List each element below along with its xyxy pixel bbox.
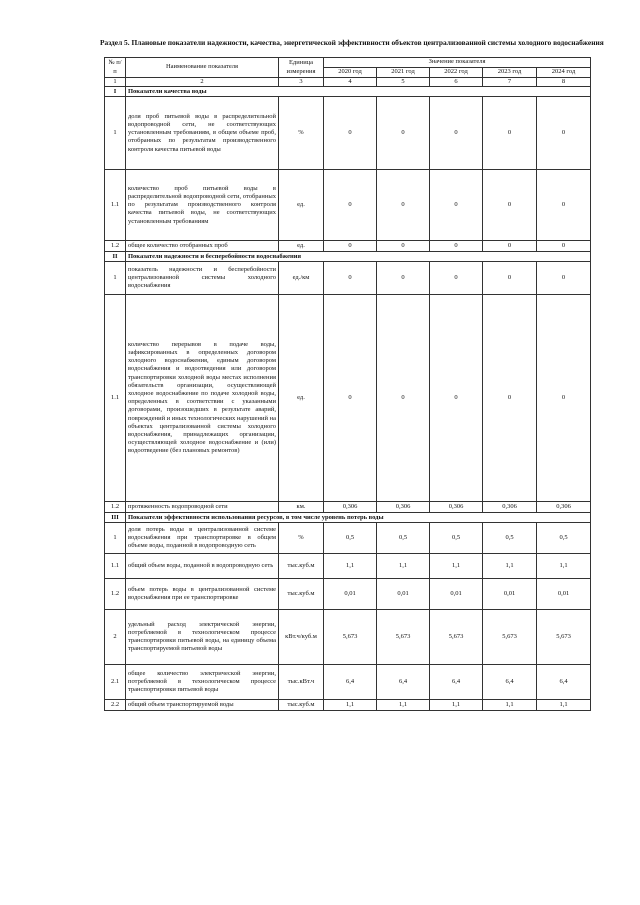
section-title: Раздел 5. Плановые показатели надежности, качества, энергетической эффективности объектов централизованной системы холодного водоснабжения — [100, 38, 604, 47]
value-cell: 0 — [430, 295, 483, 502]
section-title: Показатели качества воды — [126, 87, 591, 97]
value-cell: 5,673 — [483, 610, 537, 665]
value-cell: 0,5 — [324, 523, 377, 554]
column-number: 3 — [279, 78, 324, 87]
unit-cell: кВт.ч/куб.м — [279, 610, 324, 665]
indicator-name: количество проб питьевой воды в распределительной водопроводной сети, отобранных по результатам производственного контроля качества питьевой воды, не соответствующих установленным требованиям — [126, 170, 279, 241]
header-year: 2023 год — [483, 68, 537, 78]
indicator-name: количество перерывов в подаче воды, зафиксированных в определенных договором холодного водоснабжения, единым договором водоснабжения и водоотведения или договором транспортировки холодной воды местах исполнения обязательств организации, осуществляющей холодное водоснабжение по подаче холодной воды, определенных в соответствии с указанными договорами, произошедших в результате аварий, повреждений и иных технологических нарушений на объектах централизованной системы холодного водоснабжения, принадлежащих организации, осуществляющей холодное водоснабжение и (или) водоотведение (без плановых ремонтов) — [126, 295, 279, 502]
value-cell: 1,1 — [377, 554, 430, 579]
row-number: 1.1 — [105, 170, 126, 241]
unit-cell: тыс.куб.м — [279, 579, 324, 610]
value-cell: 0,5 — [483, 523, 537, 554]
row-number: 1.2 — [105, 502, 126, 513]
header-year: 2021 год — [377, 68, 430, 78]
value-cell: 5,673 — [324, 610, 377, 665]
table-row — [105, 262, 591, 295]
table-row — [105, 579, 591, 610]
value-cell: 0,5 — [377, 523, 430, 554]
value-cell: 0,01 — [377, 579, 430, 610]
table-row — [105, 97, 591, 170]
value-cell: 0 — [483, 170, 537, 241]
unit-cell: % — [279, 523, 324, 554]
column-number: 6 — [430, 78, 483, 87]
unit-cell: % — [279, 97, 324, 170]
value-cell: 6,4 — [483, 665, 537, 700]
value-cell: 0 — [377, 97, 430, 170]
value-cell: 0 — [537, 170, 591, 241]
section-row — [105, 252, 591, 262]
value-cell: 1,1 — [483, 700, 537, 711]
value-cell: 1,1 — [430, 554, 483, 579]
indicator-name: удельный расход электрической энергии, потребляемой в технологическом процессе транспортировки питьевой воды, на единицу объема транспортируемой питьевой воды — [126, 610, 279, 665]
row-number: 1 — [105, 262, 126, 295]
table-row — [105, 502, 591, 513]
column-number: 4 — [324, 78, 377, 87]
indicator-name: общий объем транспортируемой воды — [126, 700, 279, 711]
value-cell: 1,1 — [324, 554, 377, 579]
table-row — [105, 610, 591, 665]
indicator-name: объем потерь воды в централизованной системе водоснабжения при ее транспортировке — [126, 579, 279, 610]
row-number: 1.2 — [105, 241, 126, 252]
table-row — [105, 700, 591, 711]
row-number: 1 — [105, 97, 126, 170]
value-cell: 0 — [483, 262, 537, 295]
row-number: 2 — [105, 610, 126, 665]
value-cell: 5,673 — [537, 610, 591, 665]
value-cell: 0,5 — [537, 523, 591, 554]
section-row — [105, 87, 591, 97]
header-unit: Единица измерения — [279, 58, 324, 78]
unit-cell: км. — [279, 502, 324, 513]
table-row — [105, 554, 591, 579]
value-cell: 0,306 — [324, 502, 377, 513]
value-cell: 6,4 — [377, 665, 430, 700]
row-number: 1 — [105, 523, 126, 554]
indicators-table — [104, 57, 591, 711]
row-number: 2.2 — [105, 700, 126, 711]
value-cell: 0 — [324, 97, 377, 170]
value-cell: 0 — [324, 262, 377, 295]
value-cell: 0 — [537, 97, 591, 170]
value-cell: 0 — [377, 262, 430, 295]
value-cell: 0 — [324, 295, 377, 502]
table-row — [105, 241, 591, 252]
unit-cell: тыс.куб.м — [279, 554, 324, 579]
header-year: 2024 год — [537, 68, 591, 78]
value-cell: 0 — [324, 241, 377, 252]
row-number: 1.2 — [105, 579, 126, 610]
row-number: 2.1 — [105, 665, 126, 700]
table-body — [105, 87, 591, 711]
value-cell: 0 — [483, 295, 537, 502]
value-cell: 5,673 — [377, 610, 430, 665]
value-cell: 0,01 — [430, 579, 483, 610]
table-row — [105, 523, 591, 554]
value-cell: 5,673 — [430, 610, 483, 665]
value-cell: 0,5 — [430, 523, 483, 554]
value-cell: 0,01 — [324, 579, 377, 610]
value-cell: 0,306 — [483, 502, 537, 513]
header-year: 2020 год — [324, 68, 377, 78]
header-values-group: Значение показателя — [324, 58, 591, 68]
column-number: 1 — [105, 78, 126, 87]
row-number: 1.1 — [105, 554, 126, 579]
value-cell: 0 — [430, 262, 483, 295]
value-cell: 6,4 — [324, 665, 377, 700]
header-name: Наименование показателя — [126, 58, 279, 78]
value-cell: 0 — [483, 241, 537, 252]
value-cell: 0 — [377, 241, 430, 252]
value-cell: 0 — [483, 97, 537, 170]
value-cell: 0,306 — [537, 502, 591, 513]
value-cell: 1,1 — [537, 554, 591, 579]
value-cell: 0 — [430, 97, 483, 170]
value-cell: 0,01 — [537, 579, 591, 610]
section-number: II — [105, 252, 126, 262]
unit-cell: ед. — [279, 241, 324, 252]
row-number: 1.1 — [105, 295, 126, 502]
value-cell: 1,1 — [483, 554, 537, 579]
indicator-name: общее количество отобранных проб — [126, 241, 279, 252]
value-cell: 6,4 — [537, 665, 591, 700]
section-row — [105, 513, 591, 523]
indicator-name: доля проб питьевой воды в распределительной водопроводной сети, не соответствующих установленным требованиям, в общем объеме проб, отобранных по результатам производственного контроля качества питьевой воды — [126, 97, 279, 170]
value-cell: 6,4 — [430, 665, 483, 700]
value-cell: 0 — [324, 170, 377, 241]
section-number: III — [105, 513, 126, 523]
column-number: 8 — [537, 78, 591, 87]
table-row — [105, 665, 591, 700]
table-header — [105, 58, 591, 87]
value-cell: 0 — [430, 241, 483, 252]
unit-cell: ед./км — [279, 262, 324, 295]
column-number: 7 — [483, 78, 537, 87]
value-cell: 1,1 — [377, 700, 430, 711]
table-row — [105, 170, 591, 241]
unit-cell: тыс.кВт.ч — [279, 665, 324, 700]
table-row — [105, 295, 591, 502]
value-cell: 0,01 — [483, 579, 537, 610]
indicator-name: протяженность водопроводной сети — [126, 502, 279, 513]
value-cell: 0 — [537, 241, 591, 252]
value-cell: 0 — [537, 295, 591, 502]
value-cell: 0 — [377, 170, 430, 241]
value-cell: 1,1 — [324, 700, 377, 711]
unit-cell: ед. — [279, 170, 324, 241]
value-cell: 1,1 — [537, 700, 591, 711]
section-number: I — [105, 87, 126, 97]
header-year: 2022 год — [430, 68, 483, 78]
indicator-name: доля потерь воды в централизованной системе водоснабжения при транспортировке в общем объеме воды, поданной в водопроводную сеть — [126, 523, 279, 554]
indicator-name: показатель надежности и бесперебойности централизованной системы холодного водоснабжения — [126, 262, 279, 295]
value-cell: 0,306 — [377, 502, 430, 513]
indicator-name: общий объем воды, поданной в водопроводную сеть — [126, 554, 279, 579]
header-num: № п/п — [105, 58, 126, 78]
value-cell: 1,1 — [430, 700, 483, 711]
unit-cell: ед. — [279, 295, 324, 502]
column-number: 2 — [126, 78, 279, 87]
indicator-name: общее количество электрической энергии, потребляемой в технологическом процессе транспортировки питьевой воды — [126, 665, 279, 700]
value-cell: 0,306 — [430, 502, 483, 513]
value-cell: 0 — [537, 262, 591, 295]
value-cell: 0 — [430, 170, 483, 241]
section-title: Показатели надежности и бесперебойности водоснабжения — [126, 252, 591, 262]
section-title: Показатели эффективности использования ресурсов, в том числе уровень потерь воды — [126, 513, 591, 523]
column-number: 5 — [377, 78, 430, 87]
unit-cell: тыс.куб.м — [279, 700, 324, 711]
value-cell: 0 — [377, 295, 430, 502]
